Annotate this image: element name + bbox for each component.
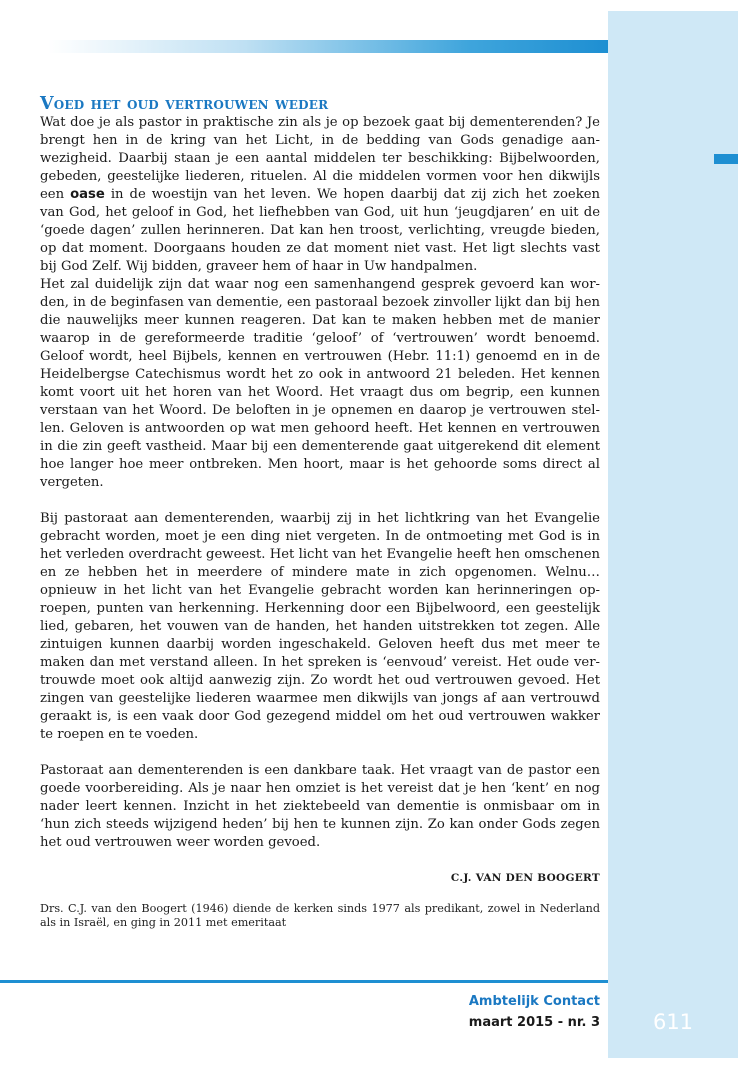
author-signature: C.J. VAN DEN BOOGERT bbox=[450, 872, 600, 884]
paragraph-2: Het zal duidelijk zijn dat waar nog een samenhangend gesprek gevoerd kan worden, in de beginfasen van dementie, een pastoraal bezoek zinvoller lijkt dan bij hen die nauwelijks meer kunnen reageren. Dat kan te maken hebben met de manier waarop in de gereformeerde traditie ‘geloof’ of ‘vertrouwen’ wordt benoemd. Geloof wordt, heel Bijbels, kennen en vertrouwen (Hebr. 11:1) genoemd en in de Heidelbergse Catechismus wordt het zo ook in antwoord 21 beleden. Het kennen komt voort uit het horen van het Woord. Het vraagt dus om begrip, een kunnen verstaan van het Woord. De beloften in je opnemen en daarop je vertrouwen stellen. Geloven is antwoorden op wat men gehoord heeft. Het kennen en vertrouwen in die zin geeft vastheid. Maar bij een dementerende gaat uitgerekend dit element hoe langer hoe meer ontbreken. Men hoort, maar is het gehoorde soms direct al vergeten. bbox=[40, 277, 600, 490]
paragraph-1-lead: Wat doe je als pastor in praktische zin als je op bezoek gaat bij dementerenden? Je brengt hen in de kring van het Licht, in de bedding van Gods genadige aanwezigheid. Daarbij staan je een aantal middelen ter beschikking: Bijbelwoorden, gebeden, geestelijke liederen, rituelen. Al die middelen vormen voor hen dikwijls een bbox=[40, 115, 600, 202]
paragraph-1-rest: in de woestijn van het leven. We hopen daarbij dat zij zich het zoeken van God, het geloof in God, het liefhebben van God, uit hun ‘jeugdjaren’ en uit de ‘goede dagen’ zullen herinneren. Dat kan hen troost, verlichting, vreugde bieden, op dat moment. Doorgaans houden ze dat moment niet vast. Het ligt slechts vast bij God Zelf. Wij bidden, graveer hem of haar in Uw handpalmen. bbox=[40, 187, 601, 274]
paragraph-4: Pastoraat aan dementerenden is een dankbare taak. Het vraagt van de pastor een goede voorbereiding. Als je naar hen omziet is het vereist dat je hen ‘kent’ en nog nader leert kennen. Inzicht in het ziektebeeld van dementie is onmisbaar om in ‘hun zich steeds wijzigend heden’ bij hen te kunnen zijn. Zo kan onder Gods zegen het oud vertrouwen weer worden gevoed. bbox=[40, 763, 600, 850]
author-bio: Drs. C.J. van den Boogert (1946) diende de kerken sinds 1977 als predikant, zowel in Nederland als in Israël, en ging in 2011 met emeritaat bbox=[40, 902, 600, 929]
page-number: 611 bbox=[652, 1010, 694, 1034]
side-section-marker bbox=[714, 154, 738, 164]
paragraph-3: Bij pastoraat aan dementerenden, waarbij zij in het lichtkring van het Evangelie gebracht worden, moet je een ding niet vergeten. In de ontmoeting met God is in het verleden overdracht geweest. Het licht van het Evangelie heeft hen omschenen en ze hebben het in meerdere of mindere mate in zich opgenomen. Welnu… opnieuw in het licht van het Evangelie gebracht worden kan herinneringen oproepen, punten van herkenning. Herkenning door een Bijbelwoord, een geestelijk lied, gebaren, het vouwen van de handen, het handen uitstrekken tot zegen. Alle zintuigen kunnen daarbij worden ingeschakeld. Geloven heeft dus met meer te maken dan met verstand alleen. In het spreken is ‘eenvoud’ vereist. Het oude vertrouwde moet ook altijd aanwezig zijn. Zo wordt het oud vertrouwen gevoed. Het zingen van geestelijke liederen waarmee men dikwijls van jongs af aan vertrouwd geraakt is, is een vaak door God gezegend middel om het oud vertrouwen wakker te roepen en te voeden. bbox=[40, 511, 600, 742]
header-gradient-bar bbox=[48, 40, 608, 53]
paragraph-1-bold-term: oase bbox=[70, 187, 105, 202]
paragraph-1 bbox=[40, 114, 600, 276]
journal-name: Ambtelijk Contact bbox=[468, 994, 600, 1009]
footer-rule bbox=[0, 980, 608, 983]
side-panel bbox=[608, 11, 738, 1058]
article-body bbox=[40, 94, 600, 930]
article-heading: Voed het oud vertrouwen weder bbox=[40, 94, 329, 114]
journal-issue: maart 2015 - nr. 3 bbox=[468, 1015, 600, 1030]
